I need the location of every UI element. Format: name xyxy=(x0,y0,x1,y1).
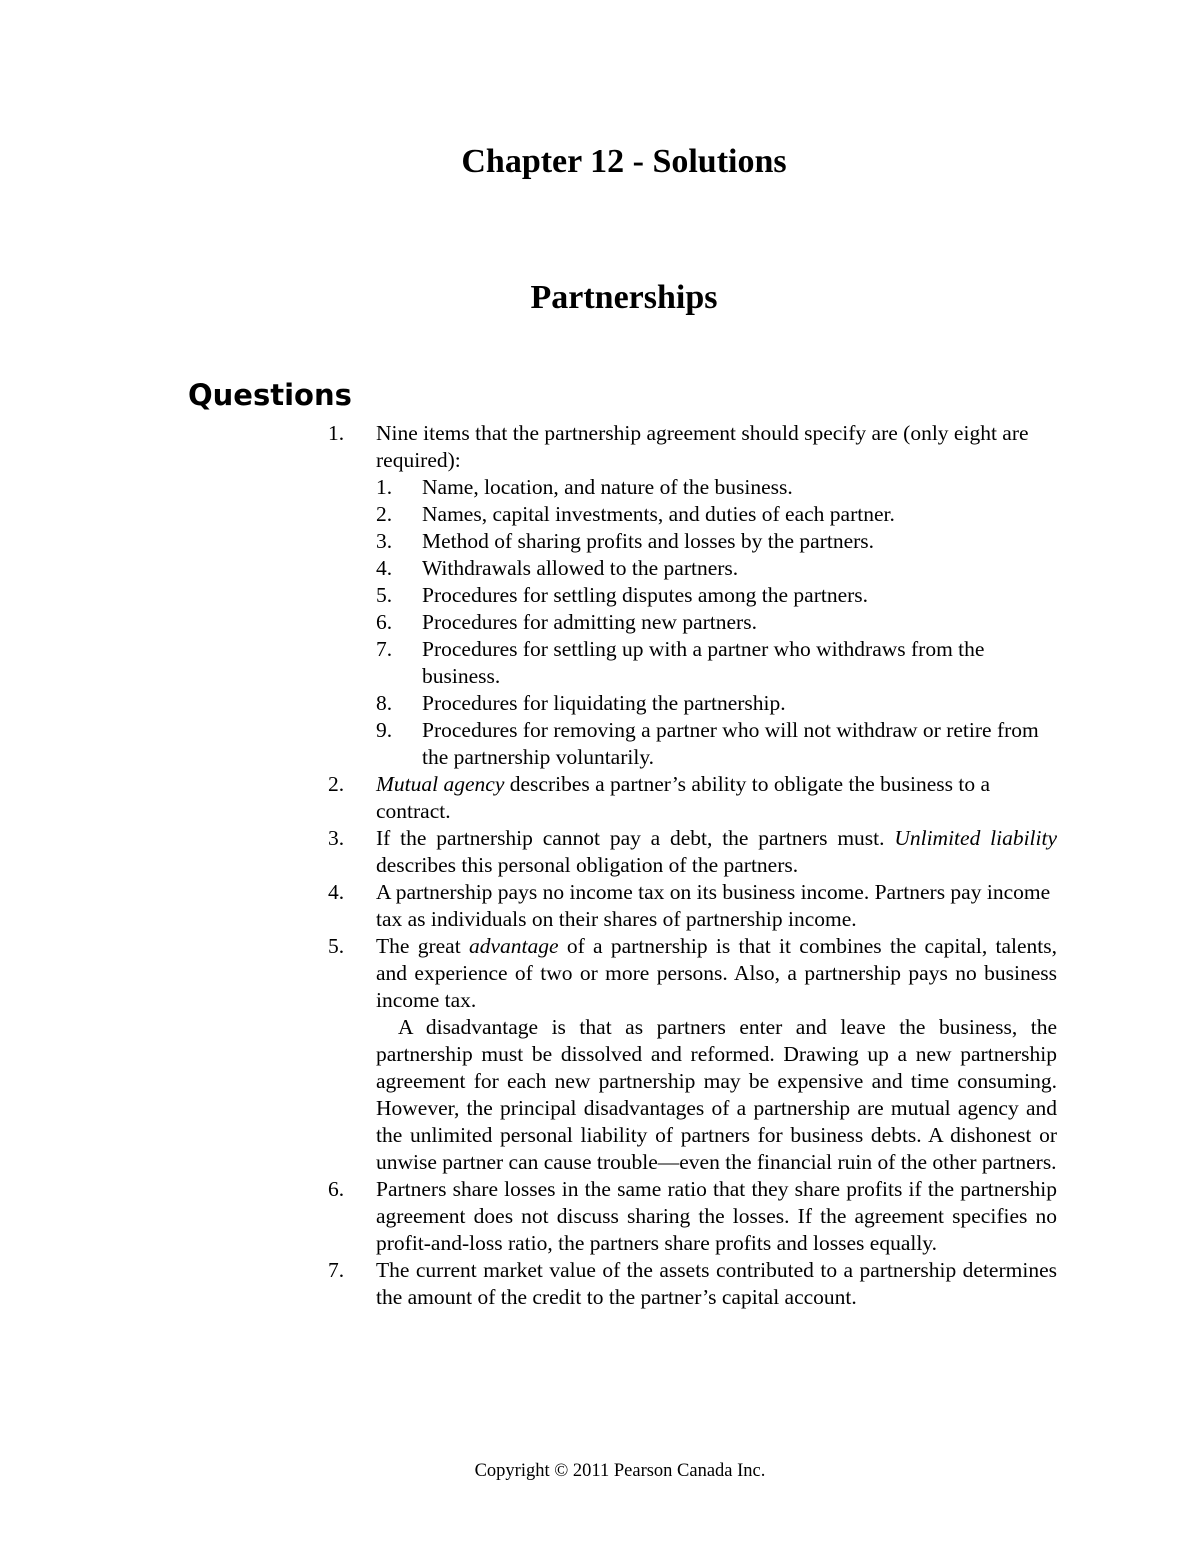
question-item xyxy=(328,1257,1057,1311)
question-intro: Nine items that the partnership agreement should specify are (only eight are required): xyxy=(376,421,1029,472)
sub-item-number: 8. xyxy=(376,691,393,715)
term-mutual-agency: Mutual agency xyxy=(376,772,505,796)
sub-item-text: Procedures for removing a partner who will not withdraw or retire from the partnership voluntarily. xyxy=(422,718,1039,769)
sub-item xyxy=(376,636,1057,690)
sub-item xyxy=(376,582,1057,609)
term-unlimited-liability: Unlimited liability xyxy=(894,826,1058,850)
sub-item-number: 9. xyxy=(376,718,393,742)
question-item xyxy=(328,771,1057,825)
question-number: 7. xyxy=(328,1258,345,1282)
questions-list xyxy=(328,420,1057,1311)
sub-item-text: Procedures for settling up with a partner who withdraws from the business. xyxy=(422,637,985,688)
question-item xyxy=(328,420,1057,771)
sub-item-text: Withdrawals allowed to the partners. xyxy=(422,556,739,580)
sub-item-number: 1. xyxy=(376,475,393,499)
question-paragraph xyxy=(376,933,1057,1014)
sub-item-text: Names, capital investments, and duties of each partner. xyxy=(422,502,895,526)
sub-item-text: Procedures for admitting new partners. xyxy=(422,610,757,634)
sub-item xyxy=(376,690,1057,717)
sub-item xyxy=(376,717,1057,771)
question-body xyxy=(376,933,1057,1176)
question-text: describes this personal obligation of the partners. xyxy=(376,853,799,877)
sub-item xyxy=(376,474,1057,501)
sub-item-number: 4. xyxy=(376,556,393,580)
sub-item xyxy=(376,501,1057,528)
question-text: If the partnership cannot pay a debt, the partners must. xyxy=(376,826,895,850)
question-text: describes a partner’s ability to obligate the business to a contract. xyxy=(376,772,990,823)
question-text: The great xyxy=(376,934,469,958)
subject-title: Partnerships xyxy=(530,279,718,316)
question-item xyxy=(328,1176,1057,1257)
sub-item-text: Procedures for liquidating the partnership. xyxy=(422,691,786,715)
question-body xyxy=(376,420,1057,771)
sub-item xyxy=(376,528,1057,555)
question-body xyxy=(376,825,1057,879)
question-item xyxy=(328,879,1057,933)
question-number: 2. xyxy=(328,772,345,796)
question-number: 3. xyxy=(328,826,345,850)
question-paragraph-2: A disadvantage is that as partners enter and leave the business, the partnership must be dissolved and reformed. Drawing up a new partnership agreement for each new partnership may be expensive and time consuming. However, the principal disadvantages of a partnership are mutual agency and the unlimited personal liability of partners for business debts. A dishonest or unwise partner can cause trouble—even the financial ruin of the other partners. xyxy=(376,1015,1057,1174)
question-body xyxy=(376,771,1057,825)
sub-item-number: 6. xyxy=(376,610,393,634)
term-advantage: advantage xyxy=(468,934,559,958)
question-number: 1. xyxy=(328,421,345,445)
sub-item xyxy=(376,555,1057,582)
question-number: 4. xyxy=(328,880,345,904)
question-item xyxy=(328,825,1057,879)
question-number: 5. xyxy=(328,934,345,958)
copyright-footer: Copyright © 2011 Pearson Canada Inc. xyxy=(474,1461,766,1481)
question-item xyxy=(328,933,1057,1176)
sub-item-number: 7. xyxy=(376,637,393,661)
question-text: The current market value of the assets contributed to a partnership determines the amount of the credit to the partner’s capital account. xyxy=(376,1258,1057,1309)
sub-item-text: Procedures for settling disputes among the partners. xyxy=(422,583,869,607)
question-text: of a partnership is that it combines the capital, talents, and experience of two or more persons. Also, a partnership pays no business income tax. xyxy=(376,934,1057,1012)
chapter-title: Chapter 12 - Solutions xyxy=(461,143,787,180)
sub-item-number: 2. xyxy=(376,502,393,526)
sub-item-text: Name, location, and nature of the business. xyxy=(422,475,793,499)
sub-item-number: 5. xyxy=(376,583,393,607)
sub-item xyxy=(376,609,1057,636)
sub-item-text: Method of sharing profits and losses by the partners. xyxy=(422,529,875,553)
question-text: A partnership pays no income tax on its business income. Partners pay income tax as individuals on their shares of partnership income. xyxy=(376,880,1051,931)
question-number: 6. xyxy=(328,1177,345,1201)
section-heading: Questions xyxy=(188,378,352,412)
sub-item-number: 3. xyxy=(376,529,393,553)
question-text: Partners share losses in the same ratio that they share profits if the partnership agreement does not discuss sharing the losses. If the agreement specifies no profit-and-loss ratio, the partners share profits and losses equally. xyxy=(376,1177,1057,1255)
